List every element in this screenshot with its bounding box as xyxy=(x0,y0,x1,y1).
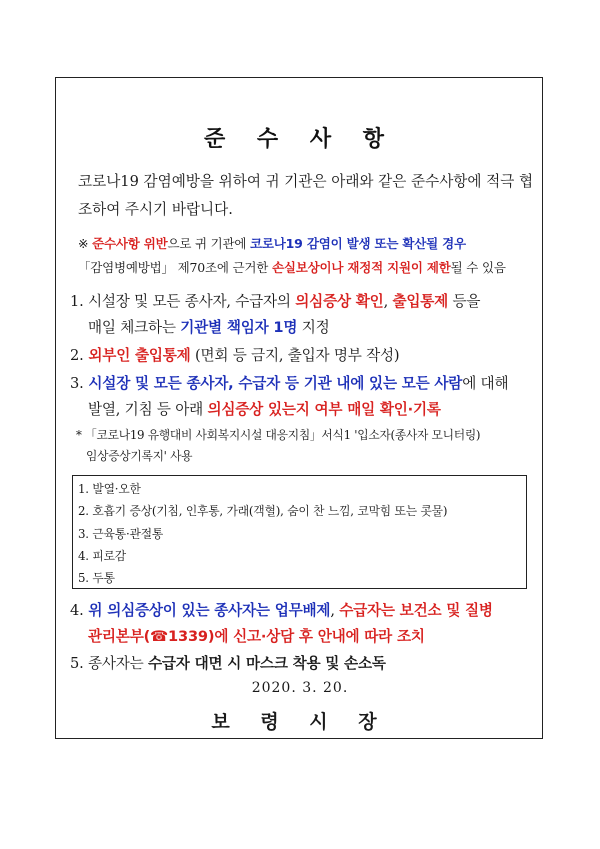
issue-date: 2020. 3. 20. xyxy=(251,680,349,696)
warning-line-2 xyxy=(78,256,548,280)
note-line-2: 임상증상기록지' 사용 xyxy=(86,449,193,463)
outbreak-condition-text: 코로나19 감염이 발생 또는 확산될 경우 xyxy=(250,236,466,251)
symptom-check-text: 의심증상 확인 xyxy=(295,293,384,310)
intro-paragraph: 코로나19 감염예방을 위하여 귀 기관은 아래와 같은 준수사항에 적극 협조하여 주시기 바랍니다. xyxy=(78,173,534,218)
everyone-text: 시설장 및 모든 종사자, 수급자 등 기관 내에 있는 모든 사람 xyxy=(83,375,463,392)
rule-text: 종사자는 xyxy=(83,655,148,672)
rule-number: 4. xyxy=(70,602,84,619)
warning-suffix: 될 수 있음 xyxy=(450,260,506,275)
recipient-report-text-2: 관리본부(☎1339)에 신고·상담 후 안내에 따라 조치 xyxy=(88,628,425,645)
support-restriction-text: 손실보상이나 재정적 지원이 제한 xyxy=(271,260,451,275)
symptom-item: 2. 호흡기 증상(기침, 인후통, 가래(객혈), 숨이 찬 느낌, 코막힘 또는 콧물) xyxy=(78,504,448,519)
page-title: 준 수 사 항 xyxy=(204,127,396,152)
warning-line-1 xyxy=(78,232,548,256)
rule-text: , xyxy=(383,293,393,310)
rule-text: , xyxy=(330,602,340,619)
symptom-item: 5. 두통 xyxy=(78,571,115,586)
access-control-text: 출입통제 xyxy=(392,293,449,310)
recipient-report-text: 수급자는 보건소 및 질병 xyxy=(339,602,493,619)
rule-text: 지정 xyxy=(297,319,330,336)
signer-name: 보 령 시 장 xyxy=(211,711,389,733)
rule-number: 1. xyxy=(70,293,84,310)
rule-text: 매일 체크하는 xyxy=(88,319,181,336)
rule-item-5 xyxy=(70,651,540,677)
warning-prefix: ※ xyxy=(78,236,93,251)
note-line-1: * 「코로나19 유행대비 사회복지시설 대응지침」서식1 '입소자(종사자 모니터링) xyxy=(76,428,481,442)
rule-item-3 xyxy=(70,371,540,423)
rule-item-2 xyxy=(70,343,540,369)
rule-text: 시설장 및 모든 종사자, 수급자의 xyxy=(83,293,296,310)
daily-check-text: 의심증상 있는지 여부 매일 확인·기록 xyxy=(207,401,441,418)
symptom-item: 4. 피로감 xyxy=(78,548,126,563)
rule-number: 2. xyxy=(70,347,84,364)
visitor-control-text: 외부인 출입통제 xyxy=(83,347,191,364)
rule-text: (면회 등 금지, 출입자 명부 작성) xyxy=(190,347,400,364)
rule-text: 에 대해 xyxy=(462,375,509,392)
symptom-item: 1. 발열·오한 xyxy=(78,482,141,496)
rule-item-1 xyxy=(70,289,540,341)
guideline-note xyxy=(76,425,546,467)
rule-number: 3. xyxy=(70,375,84,392)
rule-text: 발열, 기침 등 아래 xyxy=(88,401,208,418)
warning-mid-text: 으로 귀 기관에 xyxy=(167,236,251,251)
rule-text: 등을 xyxy=(448,293,481,310)
rule-number: 5. xyxy=(70,655,84,672)
symptom-item: 3. 근육통·관절통 xyxy=(78,526,164,541)
mask-text: 수급자 대면 시 마스크 착용 및 손소독 xyxy=(148,655,386,672)
warning-notice xyxy=(78,232,548,280)
symptom-list-box xyxy=(72,475,527,589)
rule-item-4 xyxy=(70,598,540,650)
violation-text: 준수사항 위반 xyxy=(92,236,168,251)
manager-text: 기관별 책임자 1명 xyxy=(180,319,298,336)
staff-exclusion-text: 위 의심증상이 있는 종사자는 업무배제 xyxy=(83,602,331,619)
law-reference: 「감염병예방법」 제70조에 근거한 xyxy=(78,260,272,275)
